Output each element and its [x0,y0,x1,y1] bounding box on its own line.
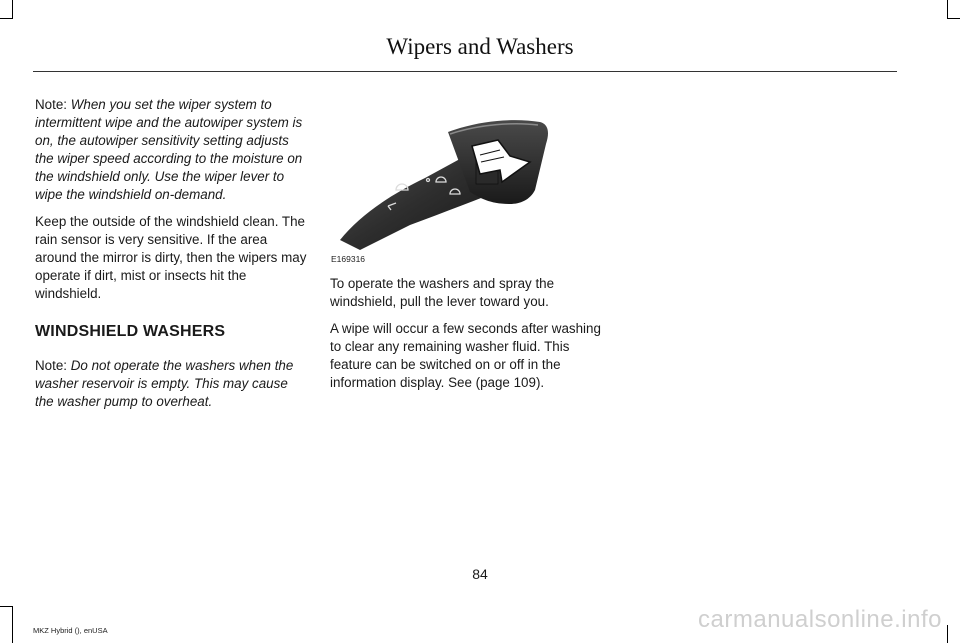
note-label: Note: [35,97,68,112]
note-label: Note: [35,358,68,373]
note-paragraph [35,357,307,411]
note-text: Do not operate the washers when the washer reservoir is empty. This may cause the washer pump to overheat. [35,358,294,409]
crop-mark [0,606,13,607]
wiper-lever-drawing [330,100,590,268]
note-text: When you set the wiper system to intermittent wipe and the autowiper system is on, the autowiper sensitivity setting adjusts the wiper speed according to the moisture on the windshield only. Use the wiper lever to wipe the windshield on-demand. [35,97,303,202]
crop-mark [947,0,948,18]
body-paragraph: To operate the washers and spray the windshield, pull the lever toward you. [330,276,555,309]
page-title: Wipers and Washers [386,34,574,59]
body-paragraph: Keep the outside of the windshield clean. The rain sensor is very sensitive. If the area around the mirror is dirty, then the wipers may operate if dirt, mist or insects hit the windshield. [35,214,307,301]
body-paragraph: A wipe will occur a few seconds after washing to clear any remaining washer fluid. This feature can be switched on or off in the information display. See (page 109). [330,321,601,390]
page-number: 84 [472,566,488,582]
right-column [330,275,602,401]
crop-mark [12,606,13,643]
document-id: MKZ Hybrid (), enUSA [33,626,108,635]
crop-mark [12,0,13,18]
header-divider [33,71,897,72]
crop-mark [0,18,13,19]
wiper-lever-illustration [330,100,590,268]
note-paragraph [35,96,307,204]
watermark: carmanualsonline.info [698,606,942,633]
crop-mark [947,625,948,643]
section-heading: WINDSHIELD WASHERS [35,323,226,340]
left-column [35,96,307,420]
crop-mark [947,18,960,19]
figure-code: E169316 [331,254,366,264]
